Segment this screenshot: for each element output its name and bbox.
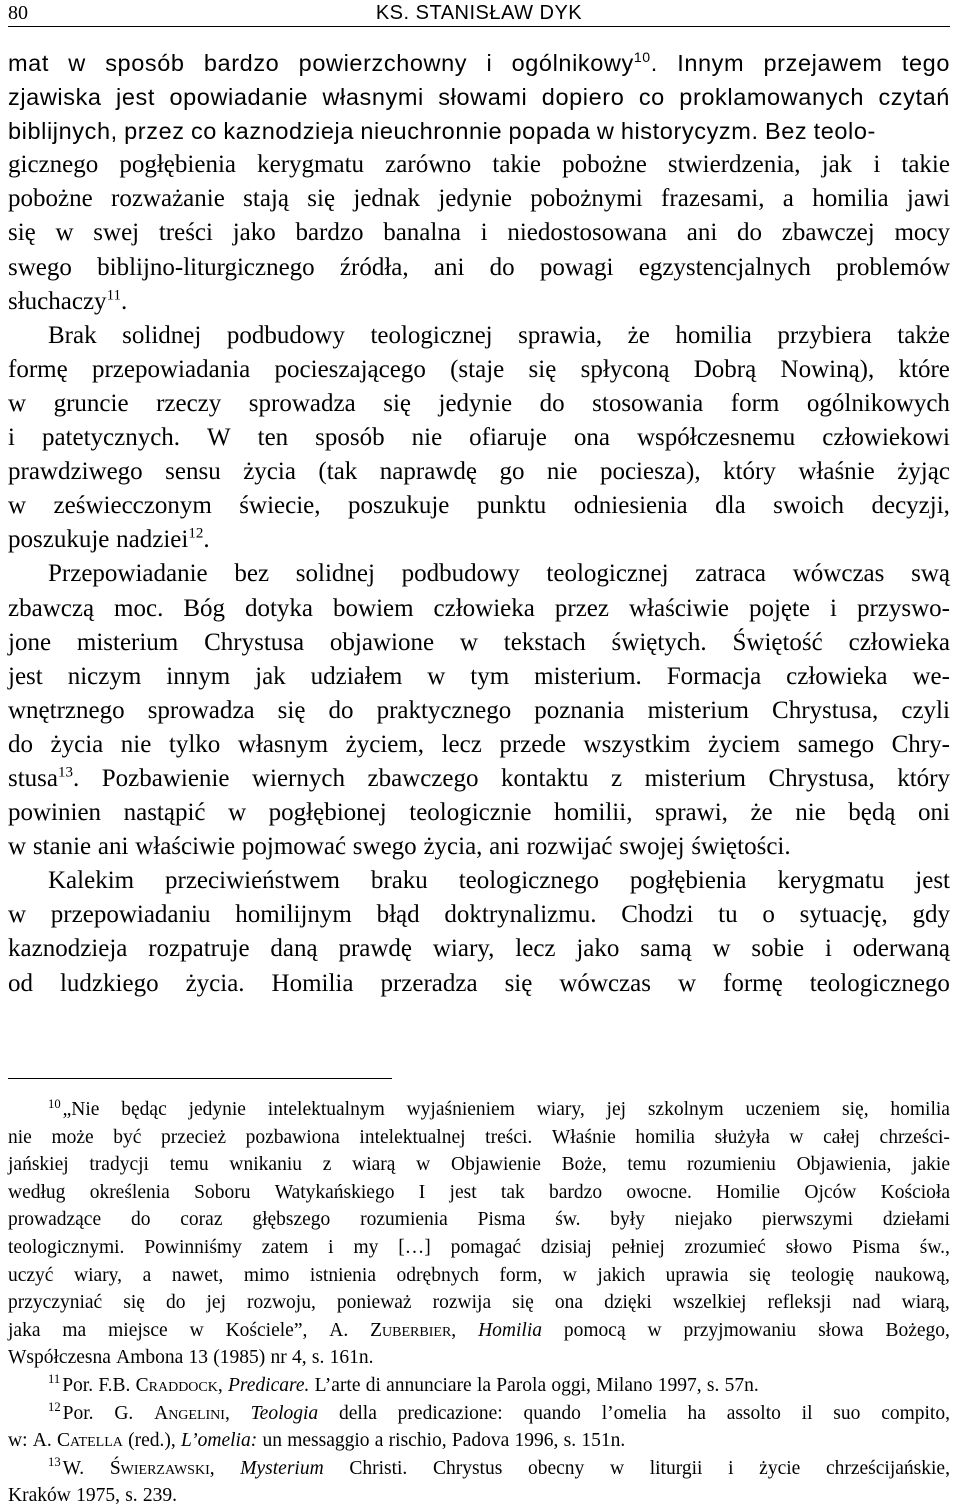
running-head bbox=[8, 0, 950, 27]
body-text-line: wnętrznego sprowadza się do praktycznego poznania misterium Chrystusa, czyli bbox=[8, 696, 950, 724]
body-text-line: Kalekim przeciwieństwem braku teologicznego pogłębienia kerygmatu jest bbox=[48, 867, 950, 895]
footnote-number: 13 bbox=[48, 1455, 61, 1470]
body-text-line: prawdziwego sensu życia (tak naprawdę go nie pociesza), który właśnie żyjąc bbox=[8, 458, 950, 486]
body-text-line: biblijnych, przez co kaznodzieja nieuchronnie popada w historycyzm. Bez teolo- bbox=[8, 118, 876, 145]
body-text-line: w gruncie rzeczy sprowadza się jedynie do stosowania form ogólnikowych bbox=[8, 389, 950, 417]
body-text-line: się w swej treści jako bardzo banalna i niedostosowana ani do zbawczej mocy bbox=[8, 219, 950, 247]
body-text-line: poszukuje nadziei$^{12}$. bbox=[8, 525, 210, 554]
body-text-line: w przepowiadaniu homilijnym błąd doktrynalizmu. Chodzi tu o sytuację, gdy bbox=[8, 901, 950, 929]
footnotes bbox=[8, 1096, 950, 1510]
footnote-number: 12 bbox=[48, 1400, 61, 1415]
body-text-line: gicznego pogłębienia kerygmatu zarówno takie pobożne stwierdzenia, jak i takie bbox=[8, 151, 950, 179]
body-text-line: do życia nie tylko własnym życiem, lecz przede wszystkim życiem samego Chry- bbox=[8, 730, 950, 758]
body-text-line: Brak solidnej podbudowy teologicznej sprawia, że homilia przybiera także bbox=[48, 321, 950, 349]
body-text-line: jone misterium Chrystusa objawione w tekstach świętych. Świętość człowieka bbox=[8, 628, 950, 656]
body-text-line: i patetycznych. W ten sposób nie ofiaruje ona współczesnemu człowiekowi bbox=[8, 424, 950, 452]
body-text-line: stusa$^{13}$. Pozbawienie wiernych zbawczego kontaktu z misterium Chrystusa, który bbox=[8, 764, 950, 792]
footnote-line: jaka ma miejsce w Kościele”, A. Zuberbier, Homilia pomocą w przyjmowaniu słowa Bożego, bbox=[8, 1319, 950, 1341]
running-title: KS. STANISŁAW DYK bbox=[375, 2, 583, 24]
footnote-line: w: A. Catella (red.), L’omelia: un messaggio a rischio, Padova 1996, s. 151n. bbox=[8, 1430, 626, 1452]
body-text-line: swego biblijno-liturgicznego źródła, ani do powagi egzystencjalnych problemów bbox=[8, 253, 950, 281]
body-text-line: powinien nastąpić w pogłębionej teologicznie homilii, sprawi, że nie będą oni bbox=[8, 799, 950, 827]
body-text-line: w zeświecczonym świecie, poszukuje punktu odniesienia dla swoich decyzji, bbox=[8, 492, 950, 520]
footnote-line: Kraków 1975, s. 239. bbox=[8, 1485, 178, 1507]
footnote-separator bbox=[8, 1078, 392, 1079]
body-text-line: jest niczym innym jak udziałem w tym misterium. Formacja człowieka we- bbox=[8, 662, 950, 690]
footnote-line: $^{12}$ Por. G. Angelini, Teologia della predicazione: quando l’omelia ha assolto il suo compito, bbox=[48, 1400, 950, 1424]
footnote-line: teologicznymi. Powinniśmy zatem i my […] pomagać dzisiaj pełniej zrozumieć słowo Pisma św., bbox=[8, 1236, 950, 1258]
body-text-line: Przepowiadanie bez solidnej podbudowy teologicznej zatraca wówczas swą bbox=[48, 560, 950, 588]
body-text-line: formę przepowiadania pocieszającego (staje się spłyconą Dobrą Nowiną), które bbox=[8, 355, 950, 383]
footnote-line: Współczesna Ambona 13 (1985) nr 4, s. 161n. bbox=[8, 1347, 374, 1369]
footnote-line: uczyć wiary, a nawet, mimo istnienia odrębnych form, w jakich uprawia się teologię naukową, bbox=[8, 1264, 950, 1286]
body-text-line: pobożne rozważanie stają się jednak jedynie pobożnymi frazesami, a homilia jawi bbox=[8, 185, 950, 213]
footnote-number: 11 bbox=[48, 1372, 61, 1387]
body-text-line: w stanie ani właściwie pojmować swego życia, ani rozwijać swojej świętości. bbox=[8, 833, 791, 861]
footnote-line: według określenia Soboru Watykańskiego I jest tak bardzo owocne. Homilie Ojców Kościoła bbox=[8, 1181, 950, 1203]
body-text-line: mat w sposób bardzo powierzchowny i ogólnikowy$^{10}$. Innym przejawem tego bbox=[8, 49, 950, 76]
body-text-line: zjawiska jest opowiadanie własnymi słowami dopiero co proklamowanych czytań bbox=[8, 84, 950, 111]
footnote-line: prowadzące do coraz głębszego rozumienia Pisma św. były niejako pierwszymi dziełami bbox=[8, 1209, 950, 1231]
footnote-line: jańskiej tradycji temu wnikaniu z wiarą w Objawienie Boże, temu rozumieniu Objawienia, jakie bbox=[8, 1154, 950, 1176]
body-text-line: zbawczą moc. Bóg dotyka bowiem człowieka przez właściwie pojęte i przyswo- bbox=[8, 594, 950, 622]
footnote-line: $^{10}$ „Nie będąc jedynie intelektualnym wyjaśnieniem wiary, jej szkolnym uczeniem się, homilia bbox=[48, 1096, 950, 1120]
body-text-line: kaznodzieja rozpatruje daną prawdę wiary, lecz jako samą w sobie i oderwaną bbox=[8, 935, 950, 963]
footnote-line: $^{11}$ Por. F.B. Craddock, Predicare. L’arte di annunciare la Parola oggi, Milano 1997, s. 57n. bbox=[48, 1372, 759, 1396]
body-text-line: od ludzkiego życia. Homilia przeradza się wówczas w formę teologicznego bbox=[8, 969, 950, 997]
footnote-line: nie może być przecież pozbawiona intelektualnej treści. Właśnie homilia służyła w całej chrześci- bbox=[8, 1126, 950, 1148]
footnote-number: 10 bbox=[48, 1096, 61, 1111]
footnote-line: $^{13}$ W. Świerzawski, Mysterium Christi. Chrystus obecny w liturgii i życie chrześcijańskie, bbox=[48, 1455, 950, 1479]
page-number: 80 bbox=[8, 2, 28, 24]
footnote-line: przyczyniać się do jej rozwoju, ponieważ rozwija się ona dzięki wszelkiej refleksji nad wiarą, bbox=[8, 1292, 950, 1314]
body-text-line: słuchaczy$^{11}$. bbox=[8, 287, 128, 315]
main-text bbox=[8, 46, 950, 1001]
